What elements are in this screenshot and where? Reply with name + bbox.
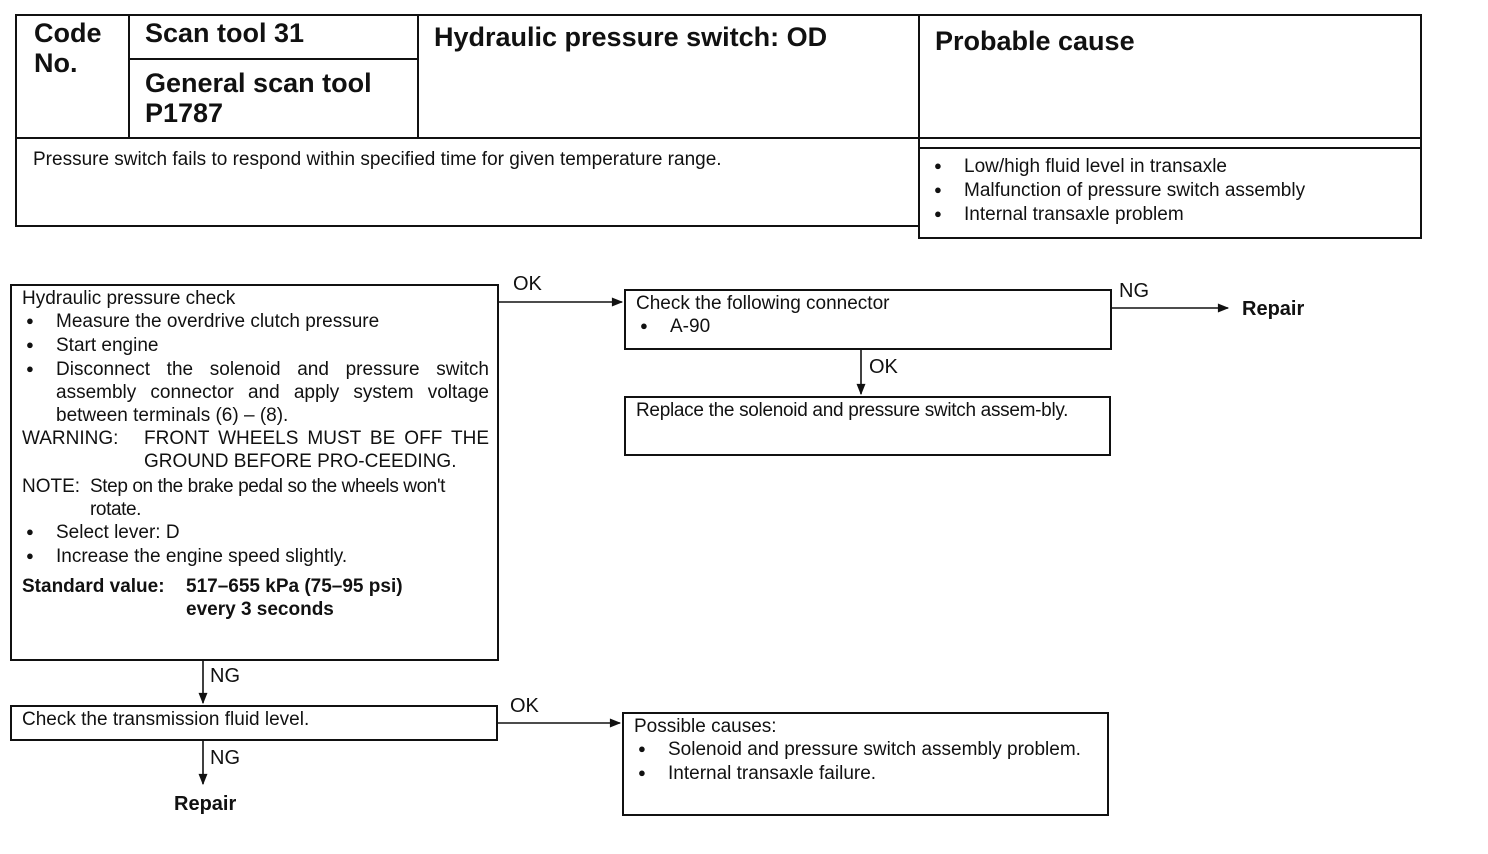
possible-causes-title: Possible causes: — [634, 716, 777, 737]
check-step: ● Select lever: D — [22, 521, 489, 545]
scan-tool-code: Scan tool 31 — [145, 18, 305, 48]
check-step: ● Increase the engine speed slightly. — [22, 545, 489, 569]
connector-box-title: Check the following connector — [636, 293, 890, 314]
repair-label: Repair — [1242, 298, 1305, 320]
code-no-label: Code No. — [34, 18, 102, 78]
connector-check-box — [624, 289, 1112, 350]
warning-note: WARNING: FRONT WHEELS MUST BE OFF THE GROUND BEFORE PRO-CEEDING. — [22, 428, 489, 472]
diagnostic-title: Hydraulic pressure switch: OD — [434, 22, 828, 52]
replace-solenoid-box: Replace the solenoid and pressure switch assem-bly. — [624, 396, 1111, 456]
ng-label: NG — [210, 665, 240, 687]
probable-cause-item: ● Malfunction of pressure switch assembly — [930, 179, 1410, 203]
ng-label: NG — [1119, 280, 1149, 302]
repair-label: Repair — [174, 793, 237, 815]
probable-cause-item: ● Internal transaxle problem — [930, 203, 1410, 227]
check-step: ● Disconnect the solenoid and pressure switch assembly connector and apply system voltage between terminals (6) – (8). — [22, 358, 489, 427]
check-step: ● Measure the overdrive clutch pressure — [22, 310, 489, 334]
possible-causes-box — [622, 712, 1109, 816]
fault-description: Pressure switch fails to respond within specified time for given temperature range. — [33, 149, 722, 170]
possible-cause-item: ● Internal transaxle failure. — [634, 762, 1099, 786]
standard-value: Standard value: 517–655 kPa (75–95 psi) every 3 seconds — [22, 576, 403, 620]
probable-cause-label: Probable cause — [935, 26, 1135, 56]
ng-label: NG — [210, 747, 240, 769]
brake-note: NOTE: Step on the brake pedal so the wheels won't rotate. — [22, 476, 446, 520]
possible-cause-item: ● Solenoid and pressure switch assembly problem. — [634, 738, 1099, 762]
fluid-level-check-box: Check the transmission fluid level. — [10, 705, 498, 741]
probable-cause-item: ● Low/high fluid level in transaxle — [930, 155, 1410, 179]
ok-label: OK — [513, 273, 542, 295]
check-step: ● Start engine — [22, 334, 489, 358]
connector-item: ● A-90 — [636, 315, 1102, 339]
general-scan-tool-code: General scan tool P1787 — [145, 68, 372, 128]
ok-label: OK — [510, 695, 539, 717]
ok-label: OK — [869, 356, 898, 378]
hydraulic-pressure-check-box — [10, 284, 499, 661]
check-box-title: Hydraulic pressure check — [22, 288, 236, 309]
